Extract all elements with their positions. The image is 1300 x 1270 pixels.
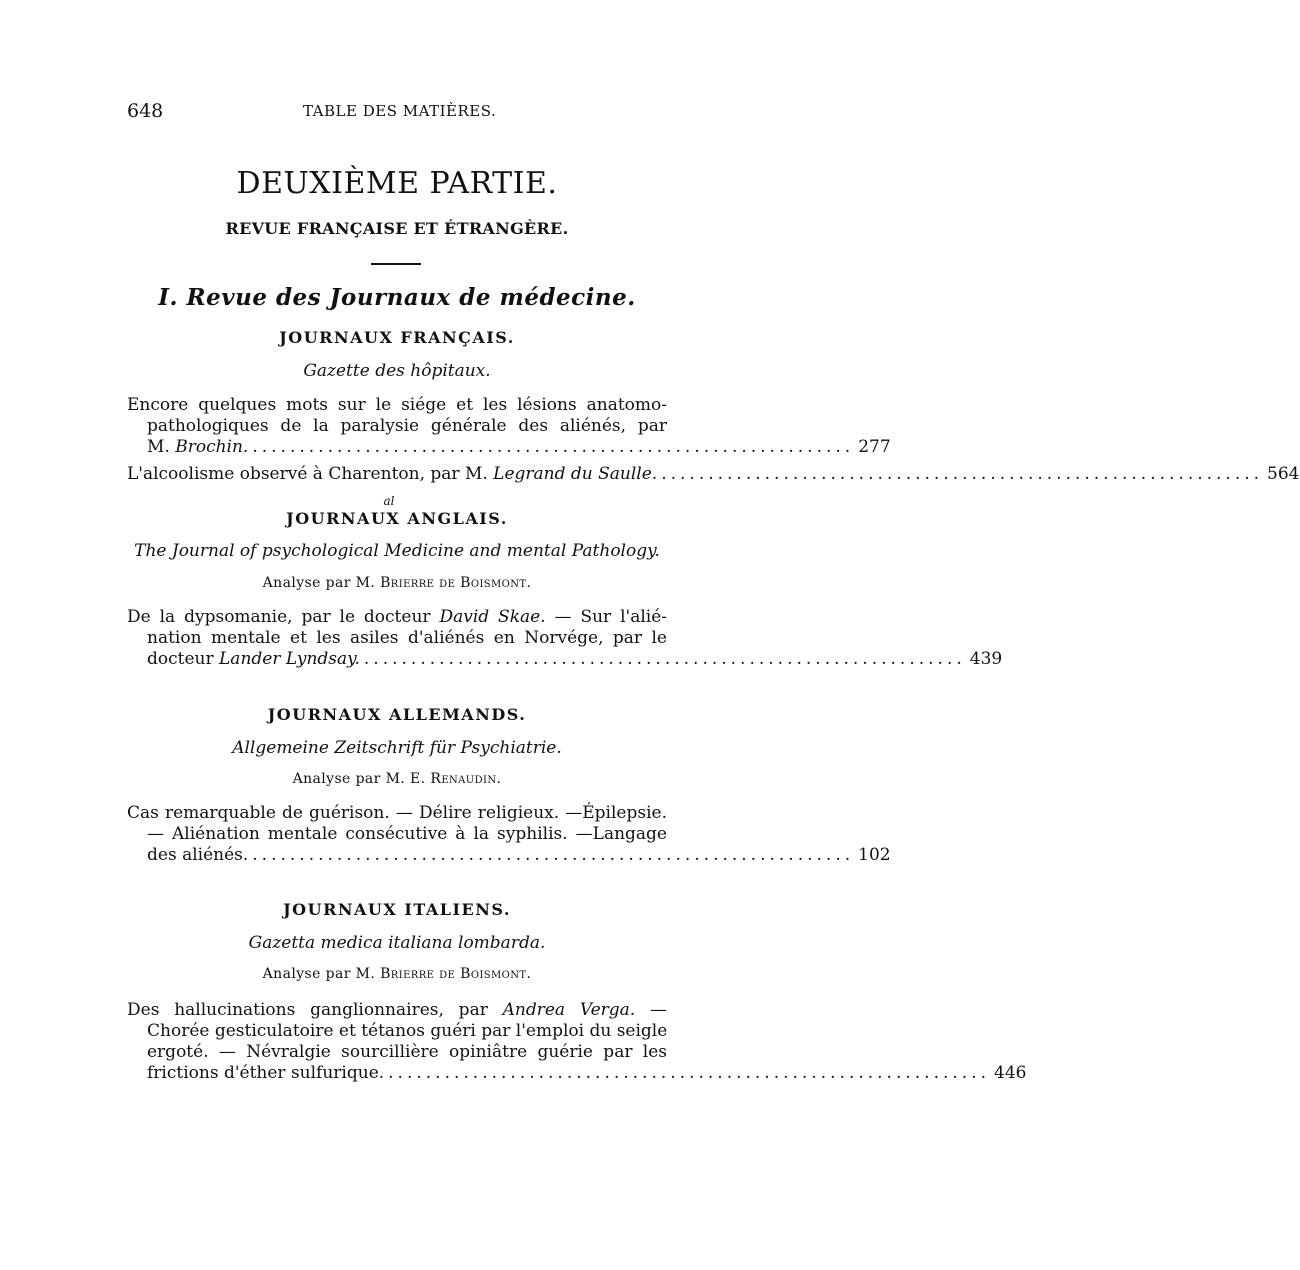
dot-leader: ................................................................ <box>252 437 855 457</box>
entry-text: De la dypsomanie, par le docteur <box>127 607 440 627</box>
entry-text: L'alcoolisme observé à Charenton, par M. <box>127 464 494 484</box>
entry-line-with-page <box>127 437 891 458</box>
entry-line-with-page <box>127 464 1300 485</box>
entry-line-with-page <box>127 1063 1027 1084</box>
entry-line: ergoté. — Névralgie sourcillière opiniâtre guérie par les <box>147 1042 667 1062</box>
entry-text: Des hallucinations ganglionnaires, par <box>127 1000 503 1020</box>
journal-title-gazette-hopitaux: Gazette des hôpitaux. <box>303 361 491 381</box>
analyst-line <box>127 771 667 787</box>
running-head <box>127 100 667 124</box>
page-ref: 277 <box>858 437 891 457</box>
section-title: I. Revue des Journaux de médecine. <box>158 284 636 311</box>
toc-entry-dypsomanie <box>127 607 1003 670</box>
entry-line: Encore quelques mots sur le siége et les lésions anatomo- <box>127 395 667 415</box>
toc-entry-hallucinations <box>127 1000 1027 1084</box>
analyst-prefix: Analyse par M. E. <box>292 771 431 787</box>
entry-line <box>127 1000 667 1021</box>
page-ref: 446 <box>994 1063 1027 1083</box>
dot-leader: ................................................................ <box>252 845 855 865</box>
part-subtitle: REVUE FRANÇAISE ET ÉTRANGÈRE. <box>225 219 569 238</box>
analyst-name: Brierre de Boismont. <box>380 966 532 982</box>
analyst-line <box>127 966 667 982</box>
running-title: TABLE DES MATIÈRES. <box>303 102 497 120</box>
analyst-line <box>127 575 667 591</box>
author-name: Legrand du Saulle. <box>493 464 658 484</box>
entry-line <box>127 607 667 628</box>
group-heading-german: JOURNAUX ALLEMANDS. <box>267 705 527 724</box>
entry-text: — Sur l'alié- <box>545 607 668 627</box>
analyst-name: Renaudin. <box>430 771 502 787</box>
entry-line: — Aliénation mentale consécutive à la syphilis. —Langage <box>147 824 667 844</box>
toc-entry-cas-remarquable <box>127 803 891 866</box>
group-heading-french: JOURNAUX FRANÇAIS. <box>279 328 515 347</box>
entry-text: — <box>635 1000 667 1020</box>
dot-leader: ................................................................ <box>388 1063 990 1083</box>
author-name: Brochin. <box>175 437 249 457</box>
analyst-name: Brierre de Boismont. <box>380 575 532 591</box>
entry-line: Chorée gesticulatoire et tétanos guéri par l'emploi du seigle <box>147 1021 668 1041</box>
journal-title-gazetta-medica: Gazetta medica italiana lombarda. <box>248 933 546 953</box>
page-ref: 439 <box>969 649 1003 669</box>
entry-text: frictions d'éther sulfurique. <box>147 1063 385 1083</box>
entry-text: des aliénés. <box>147 845 249 865</box>
entry-line: Cas remarquable de guérison. — Délire religieux. —Épilepsie. <box>127 803 667 823</box>
entry-text: M. <box>147 437 176 457</box>
dot-leader: ................................................................ <box>363 649 966 669</box>
entry-line-with-page <box>127 845 891 866</box>
page-number: 648 <box>127 100 164 122</box>
author-name: David Skae. <box>439 607 546 627</box>
part-title: DEUXIÈME PARTIE. <box>236 166 558 201</box>
page-ref: 102 <box>858 845 891 865</box>
author-name: Lander Lyndsay. <box>219 649 360 669</box>
analyst-prefix: Analyse par M. <box>262 966 381 982</box>
page-ref: 564 <box>1267 464 1300 484</box>
handwritten-correction: al <box>383 494 395 508</box>
group-heading-english: JOURNAUX ANGLAIS. <box>286 509 508 528</box>
analyst-prefix: Analyse par M. <box>262 575 381 591</box>
journal-title-zeitschrift-psychiatrie: Allgemeine Zeitschrift für Psychiatrie. <box>232 738 562 758</box>
group-heading-italian: JOURNAUX ITALIENS. <box>283 900 511 919</box>
toc-entry-legrand-du-saulle <box>127 464 1300 485</box>
entry-line-with-page <box>127 649 1003 670</box>
entry-line: nation mentale et les asiles d'aliénés en Norvége, par le <box>147 628 667 648</box>
separator-rule <box>371 263 421 265</box>
journal-title-psychological-medicine: The Journal of psychological Medicine and mental Pathology. <box>134 541 660 561</box>
toc-entry-brochin <box>127 395 891 458</box>
entry-line: pathologiques de la paralysie générale des aliénés, par <box>147 416 667 436</box>
dot-leader: ................................................................ <box>661 464 1264 484</box>
author-name: Andrea Verga. <box>502 1000 636 1020</box>
entry-text: docteur <box>147 649 220 669</box>
